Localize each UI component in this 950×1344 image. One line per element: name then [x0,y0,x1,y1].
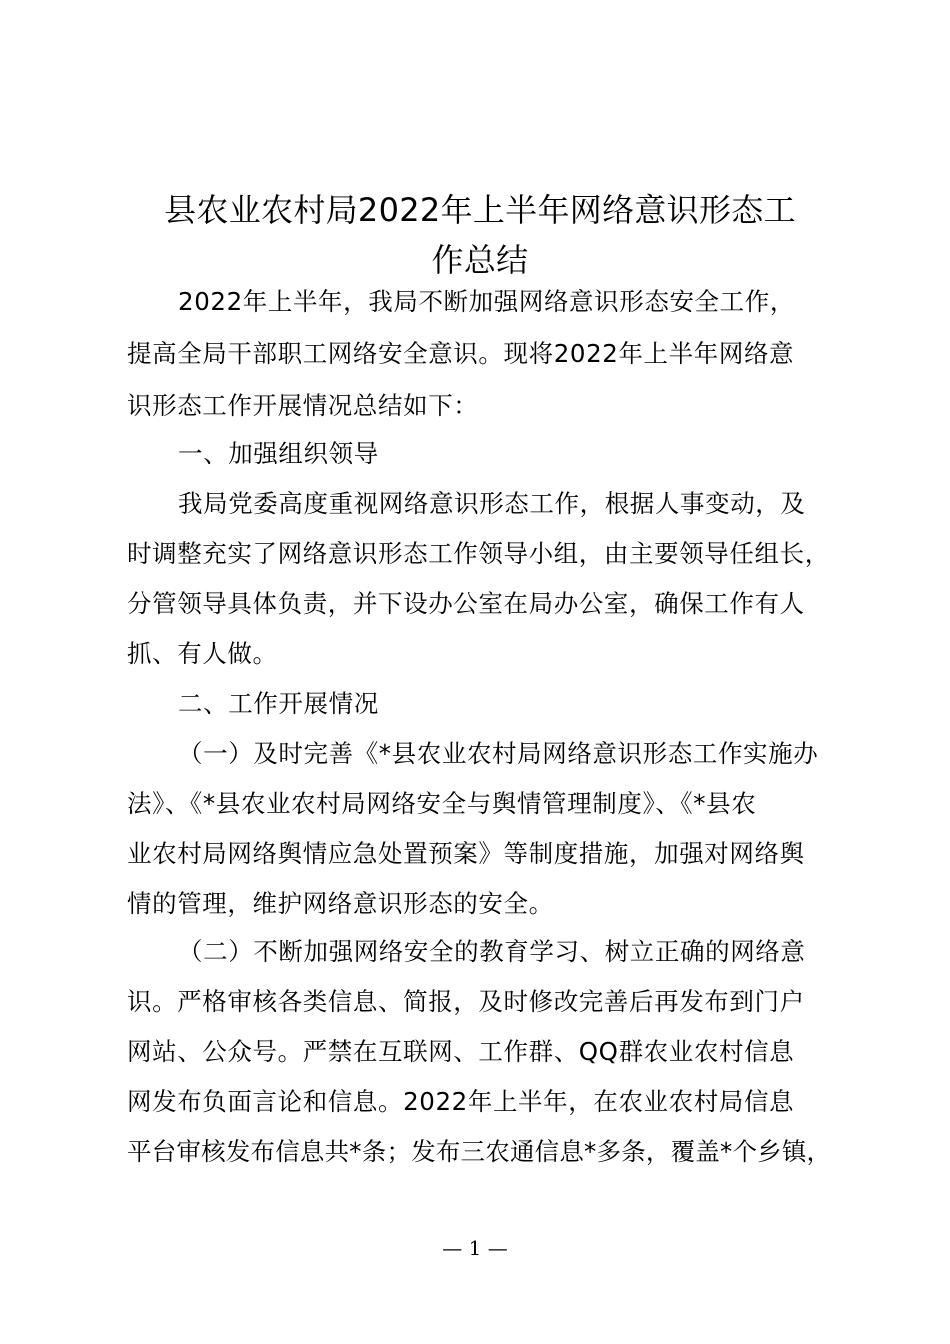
document-title-line-2: 作总结 [431,241,529,279]
paragraph-item1-line-3: 业农村局网络舆情应急处置预案》等制度措施，加强对网络舆 [127,839,805,868]
section-heading-2: 二、工作开展情况 [178,689,379,718]
paragraph-item1-line-1: （一）及时完善《*县农业农村局网络意识形态工作实施办 [178,739,819,768]
page-number: — 1 — [442,1236,508,1260]
paragraph-item1-line-2: 法》、《*县农业农村局网络安全与舆情管理制度》、《*县农 [127,789,757,818]
paragraph-intro-line-1: 2022年上半年，我局不断加强网络意识形态安全工作， [178,287,795,316]
paragraph-item2-line-2: 识。严格审核各类信息、简报，及时修改完善后再发布到门户 [127,987,805,1016]
section-heading-1: 一、加强组织领导 [178,439,379,468]
paragraph-section1-line-1: 我局党委高度重视网络意识形态工作，根据人事变动，及 [178,489,806,518]
paragraph-intro-line-3: 识形态工作开展情况总结如下： [127,391,479,420]
paragraph-section1-line-2: 时调整充实了网络意识形态工作领导小组，由主要领导任组长， [127,539,830,568]
paragraph-item2-line-5: 平台审核发布信息共*条；发布三农通信息*多条，覆盖*个乡镇， [127,1137,832,1166]
paragraph-item2-line-4: 网发布负面言论和信息。2022年上半年，在农业农村局信息 [127,1087,795,1116]
paragraph-item2-line-3: 网站、公众号。严禁在互联网、工作群、QQ群农业农村信息 [127,1037,795,1066]
document-title-line-1: 县农业农村局2022年上半年网络意识形态工 [164,191,796,229]
paragraph-intro-line-2: 提高全局干部职工网络安全意识。现将2022年上半年网络意 [127,339,795,368]
paragraph-section1-line-3: 分管领导具体负责，并下设办公室在局办公室，确保工作有人 [127,589,805,618]
paragraph-item2-line-1: （二）不断加强网络安全的教育学习、树立正确的网络意 [178,937,806,966]
paragraph-item1-line-4: 情的管理，维护网络意识形态的安全。 [127,889,554,918]
paragraph-section1-line-4: 抓、有人做。 [127,639,278,668]
